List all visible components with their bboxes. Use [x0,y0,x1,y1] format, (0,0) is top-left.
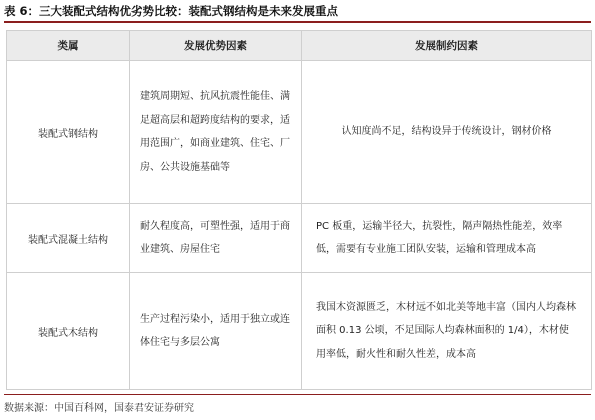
advantages-text: 耐久程度高，可塑性强，适用于商业建筑、房屋住宅 [140,220,290,255]
header-advantages: 发展优势因素 [130,31,302,61]
constraints-text: 我国木资源匮乏，木材远不如北美等地丰富（国内人均森林面积 0.13 公顷，不足国际人均森林面积的 1/4），木材使用率低，耐火性和耐久性差，成本高 [316,301,576,360]
title-divider [4,21,591,23]
table-title: 表 6：三大装配式结构优劣势比较：装配式钢结构是未来发展重点 [4,4,339,18]
advantages-text: 建筑周期短、抗风抗震性能佳、满足超高层和超跨度结构的要求，适用范围广，如商业建筑、住宅、厂房、公共设施基础等 [140,91,290,173]
row-constraints [302,204,592,273]
advantages-text: 生产过程污染小，适用于独立或连体住宅与多层公寓 [140,313,290,348]
constraints-text: PC 板重，运输半径大，抗裂性，隔声隔热性能差，效率低，需要有专业施工团队安装，运输和管理成本高 [316,220,563,255]
comparison-table [6,30,592,390]
table-row [7,204,592,273]
row-category: 装配式钢结构 [7,61,130,204]
table-row [7,61,592,204]
header-constraints: 发展制约因素 [302,31,592,61]
row-constraints [302,61,592,204]
row-advantages [130,204,302,273]
row-advantages [130,273,302,390]
row-advantages [130,61,302,204]
table-row [7,273,592,390]
constraints-text: 认知度尚不足，结构设异于传统设计，钢材价格 [341,126,552,138]
row-category: 装配式木结构 [7,273,130,390]
source-note: 数据来源：中国百科网，国泰君安证券研究 [4,403,194,414]
source-divider [4,394,591,395]
row-constraints [302,273,592,390]
table-header-row [7,31,592,61]
row-category: 装配式混凝土结构 [7,204,130,273]
header-category: 类属 [7,31,130,61]
